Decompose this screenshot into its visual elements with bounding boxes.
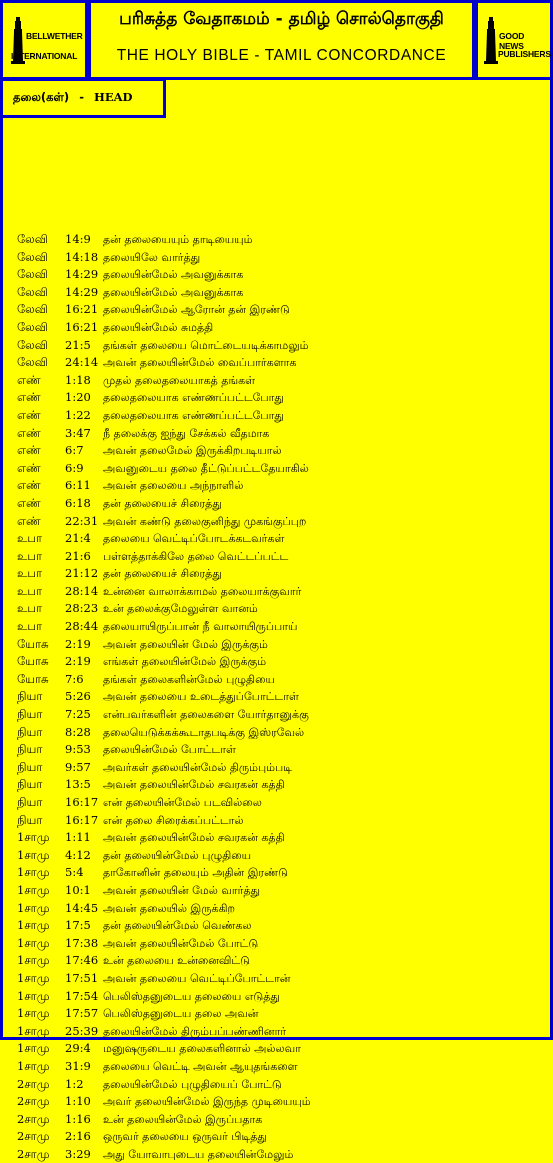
entry-book: எண் [17, 478, 41, 493]
entry-row [17, 636, 547, 654]
entry-text: தன் தலையைச் சிரைத்து [103, 567, 222, 581]
title-tamil: பரிசுத்த வேதாகமம் - தமிழ் சொல்தொகுதி [119, 9, 444, 29]
entry-reference: 29:4 [65, 1041, 91, 1056]
entry-reference: 6:7 [65, 443, 84, 458]
entry-reference: 1:18 [65, 372, 91, 387]
entry-text: தன் தலையின்மேல் புழுதியை [103, 848, 252, 862]
entry-book: 1சாமு [17, 847, 50, 862]
entry-row [17, 495, 547, 513]
entry-text: தலைதலையாக எண்ணப்பட்டபோது [103, 391, 284, 405]
entry-text: உன் தலைக்குமேலுள்ள வானம் [103, 602, 258, 616]
entry-row [17, 935, 547, 953]
entry-row [17, 741, 547, 759]
logo-text-line2: INTERNATIONAL [11, 51, 78, 61]
entry-row [17, 917, 547, 935]
entry-list [17, 231, 547, 1163]
entry-book: யோசு [17, 654, 49, 669]
entry-row [17, 688, 547, 706]
entry-reference: 14:29 [65, 267, 99, 282]
entry-book: லேவி [17, 337, 48, 352]
entry-book: உபா [17, 619, 42, 634]
entry-text: தங்கள் தலைகளின்மேல் புழுதியை [103, 672, 275, 686]
entry-text: அவன் தலையின்மேல் வைப்பார்களாக [103, 356, 297, 370]
entry-row [17, 1128, 547, 1146]
entry-text: அவனுடைய தலை தீட்டுப்பட்டதேயாகில் [103, 461, 309, 475]
entry-reference: 1:2 [65, 1076, 84, 1091]
entry-reference: 14:9 [65, 232, 91, 246]
publisher-logo-left [0, 0, 88, 80]
entry-book: நியா [17, 707, 43, 722]
entry-text: அவன் தலையை உடைத்துப்போட்டாள் [103, 690, 299, 704]
entry-reference: 1:22 [65, 407, 91, 422]
entry-book: யோசு [17, 671, 49, 686]
entry-book: 1சாமு [17, 953, 50, 968]
lamp-tower-icon [11, 17, 25, 69]
entry-text: பள்ளத்தாக்கிலே தலை வெட்டப்பட்ட [103, 549, 289, 563]
entry-text: அது யோவாபுடைய தலையின்மேலும் [103, 1147, 294, 1161]
entry-book: எண் [17, 460, 41, 475]
entry-reference: 17:57 [65, 1006, 99, 1021]
entry-reference: 2:19 [65, 654, 91, 669]
entry-book: 2சாமு [17, 1146, 50, 1161]
entry-reference: 3:47 [65, 425, 91, 440]
entry-book: 1சாமு [17, 918, 50, 933]
entry-book: உபா [17, 566, 42, 581]
entry-reference: 6:18 [65, 495, 91, 510]
entry-row [17, 284, 547, 302]
entry-text: தன் தலையைச் சிரைத்து [103, 496, 222, 510]
entry-reference: 16:21 [65, 319, 99, 334]
entry-text: தலையின்மேல் திரும்பப்பண்ணினார் [103, 1024, 287, 1038]
entry-book: 1சாமு [17, 1023, 50, 1038]
entry-reference: 1:20 [65, 390, 91, 405]
entry-text: தன் தலையின்மேல் வெண்கல [103, 919, 252, 933]
entry-reference: 6:9 [65, 460, 84, 475]
entry-reference: 21:4 [65, 531, 91, 546]
entry-row [17, 1023, 547, 1041]
entry-text: என் தலையின்மேல் படவில்லை [103, 796, 262, 809]
entry-row [17, 618, 547, 636]
entry-row [17, 1040, 547, 1058]
entry-row [17, 1111, 547, 1129]
entry-reference: 21:12 [65, 566, 99, 581]
entry-reference: 17:51 [65, 970, 99, 985]
entry-text: அவன் தலைமேல் இருக்கிறபடியால் [103, 444, 282, 458]
entry-text: அவர்கள் தலையின்மேல் திரும்பும்படி [103, 760, 292, 774]
entry-book: நியா [17, 795, 43, 809]
entry-reference: 3:29 [65, 1146, 91, 1161]
entry-book: நியா [17, 759, 43, 774]
entry-row [17, 319, 547, 337]
entry-reference: 16:21 [65, 302, 99, 317]
entry-text: தன் தலையையும் தாடியையும் [103, 233, 253, 246]
entry-book: எண் [17, 390, 41, 405]
entry-book: 1சாமு [17, 988, 50, 1003]
entry-row [17, 266, 547, 284]
entry-row [17, 829, 547, 847]
entry-book: நியா [17, 689, 43, 704]
entry-row [17, 530, 547, 548]
entry-reference: 4:12 [65, 847, 91, 862]
entry-text: உன் தலையின்மேல் இருப்பதாக [103, 1112, 263, 1126]
entry-book: 2சாமு [17, 1076, 50, 1091]
entry-reference: 5:4 [65, 865, 84, 880]
entry-row [17, 653, 547, 671]
entry-row [17, 407, 547, 425]
entry-reference: 14:45 [65, 900, 99, 915]
entry-row [17, 1093, 547, 1111]
entry-row [17, 513, 547, 531]
entry-book: 1சாமு [17, 970, 50, 985]
entry-text: தலையின்மேல் சுமத்தி [103, 320, 214, 334]
entry-row [17, 759, 547, 777]
entry-text: அவன் தலையை வெட்டிப்போட்டான் [103, 971, 291, 985]
entry-row [17, 337, 547, 355]
entry-row [17, 600, 547, 618]
entry-row [17, 671, 547, 689]
entry-reference: 1:11 [65, 830, 91, 845]
entry-row [17, 301, 547, 319]
entry-book: 1சாமு [17, 1041, 50, 1056]
entry-book: 1சாமு [17, 900, 50, 915]
entry-row [17, 864, 547, 882]
entry-text: அவன் கண்டு தலைகுனிந்து முகங்குப்புற [103, 514, 307, 528]
entry-text: தாகோனின் தலையும் அதின் இரண்டு [103, 866, 288, 880]
entry-text: உன் தலையை உன்னைவிட்டு [103, 954, 250, 968]
entry-reference: 7:6 [65, 671, 84, 686]
entry-reference: 31:9 [65, 1058, 91, 1073]
entry-row [17, 389, 547, 407]
entry-row [17, 988, 547, 1006]
entry-text: தலையெடுக்கக்கூடாதபடிக்கு இஸ்ரவேல் [103, 725, 305, 739]
entry-book: 2சாமு [17, 1129, 50, 1144]
entry-row [17, 794, 547, 812]
entry-reference: 13:5 [65, 777, 91, 792]
entry-book: லேவி [17, 302, 48, 317]
entry-row [17, 706, 547, 724]
entry-book: எண் [17, 425, 41, 440]
entry-book: நியா [17, 812, 43, 827]
entry-reference: 28:44 [65, 619, 99, 634]
entry-text: அவன் தலையில் இருக்கிற [103, 901, 235, 915]
entry-reference: 2:16 [65, 1129, 91, 1144]
entry-book: நியா [17, 777, 43, 792]
entry-reference: 25:39 [65, 1023, 99, 1038]
entry-text: தலையின்மேல் ஆரோன் தன் இரண்டு [103, 303, 290, 317]
entry-reference: 9:53 [65, 742, 91, 757]
entry-text: தலையை வெட்டிப்போடக்கடவர்கள் [103, 532, 285, 546]
entry-reference: 6:11 [65, 478, 91, 493]
entry-row [17, 548, 547, 566]
entry-book: லேவி [17, 267, 48, 282]
title-banner [88, 0, 475, 80]
entry-text: உன்னை வாலாக்காமல் தலையாக்குவார் [103, 584, 302, 598]
entry-row [17, 970, 547, 988]
bellwether-logo [11, 17, 83, 69]
entry-text: தலையின்மேல் போட்டாள் [103, 743, 236, 757]
entry-reference: 28:14 [65, 583, 99, 598]
entry-book: 2சாமு [17, 1094, 50, 1109]
entry-reference: 7:25 [65, 707, 91, 722]
entry-book: எண் [17, 513, 41, 528]
entry-book: எண் [17, 443, 41, 458]
entry-row [17, 442, 547, 460]
entry-book: 1சாமு [17, 935, 50, 950]
entry-reference: 17:54 [65, 988, 99, 1003]
concordance-panel [0, 78, 553, 1161]
entry-reference: 1:10 [65, 1094, 91, 1109]
entry-reference: 14:29 [65, 284, 99, 299]
entry-book: 1சாமு [17, 830, 50, 845]
entry-row [17, 812, 547, 830]
entry-text: மனுஷருடைய தலைகளினால் அல்லவா [103, 1042, 301, 1056]
entry-text: அவன் தலையை அந்நாளில் [103, 479, 244, 493]
entry-text: தலையின்மேல் அவனுக்காக [103, 268, 244, 282]
entry-row [17, 776, 547, 794]
entry-book: உபா [17, 548, 42, 563]
entry-book: லேவி [17, 319, 48, 334]
topic-tamil: தலை(கள்) [13, 90, 70, 104]
entry-text: தலையை வெட்டி அவன் ஆயுதங்களை [103, 1059, 298, 1073]
entry-row [17, 249, 547, 267]
entry-text: அவர் தலையின்மேல் இருந்த முடியையும் [103, 1095, 311, 1109]
entry-reference: 17:38 [65, 935, 99, 950]
entry-reference: 14:18 [65, 249, 99, 264]
entry-reference: 16:17 [65, 812, 99, 827]
publisher-logo-right [475, 0, 553, 80]
entry-row [17, 882, 547, 900]
entry-text: தலையின்மேல் புழுதியைப் போட்டு [103, 1077, 282, 1091]
entry-text: அவன் தலையின் மேல் வார்த்து [103, 883, 261, 897]
entry-row [17, 900, 547, 918]
entry-text: ஒருவர் தலையை ஒருவர் பிடித்து [103, 1130, 267, 1144]
entry-row [17, 1058, 547, 1076]
entry-book: 1சாமு [17, 865, 50, 880]
entry-book: உபா [17, 583, 42, 598]
entry-reference: 10:1 [65, 882, 91, 897]
entry-row [17, 583, 547, 601]
entry-text: அவன் தலையின்மேல் சவரகன் கத்தி [103, 831, 285, 845]
entry-text: என்பவர்களின் தலைகளை யோர்தானுக்கு [103, 708, 309, 722]
entry-book: நியா [17, 742, 43, 757]
entry-book: உபா [17, 601, 42, 616]
entry-row [17, 952, 547, 970]
topic-heading [13, 90, 133, 106]
entry-book: உபா [17, 531, 42, 546]
entry-text: முதல் தலைதலையாகத் தங்கள் [103, 373, 256, 387]
entry-book: 1சாமு [17, 1058, 50, 1073]
entry-book: 1சாமு [17, 1006, 50, 1021]
entry-text: தலையிலே வார்த்து [103, 250, 201, 264]
entry-text: தலைதலையாக எண்ணப்பட்டபோது [103, 408, 284, 422]
entry-book: எண் [17, 407, 41, 422]
entry-reference: 17:46 [65, 953, 99, 968]
entry-row [17, 425, 547, 443]
entry-row [17, 477, 547, 495]
topic-english: HEAD [93, 90, 133, 104]
entry-reference: 17:5 [65, 918, 91, 933]
entry-text: அவன் தலையின் மேல் இருக்கும் [103, 637, 268, 651]
entry-row [17, 847, 547, 865]
entry-row [17, 354, 547, 372]
entry-book: நியா [17, 724, 43, 739]
entry-reference: 1:16 [65, 1111, 91, 1126]
entry-book: எண் [17, 372, 41, 387]
lamp-tower-icon [484, 17, 498, 69]
entry-text: எங்கள் தலையின்மேல் இருக்கும் [103, 655, 267, 669]
title-english: THE HOLY BIBLE - TAMIL CONCORDANCE [116, 47, 447, 64]
entry-text: பெலிஸ்தனுடைய தலையை எடுத்து [103, 989, 280, 1003]
entry-text: நீ தலைக்கு ஐந்து சேக்கல் வீதமாக [103, 426, 270, 440]
entry-text: அவன் தலையின்மேல் சவரகன் கத்தி [103, 778, 285, 792]
topic-box [0, 78, 166, 118]
entry-reference: 24:14 [65, 355, 99, 370]
entry-book: லேவி [17, 249, 48, 264]
entry-book: லேவி [17, 355, 48, 370]
entry-reference: 22:31 [65, 513, 99, 528]
logo-text-line1: BELLWETHER [26, 31, 83, 41]
entry-reference: 9:57 [65, 759, 91, 774]
entry-row [17, 231, 547, 249]
entry-text: தலையின்மேல் அவனுக்காக [103, 285, 244, 299]
entry-text: பெலிஸ்தனுடைய தலை அவன் [103, 1007, 259, 1021]
entry-reference: 21:6 [65, 548, 91, 563]
entry-reference: 2:19 [65, 636, 91, 651]
topic-separator: - [79, 90, 84, 104]
entry-row [17, 372, 547, 390]
entry-book: யோசு [17, 636, 49, 651]
entry-book: எண் [17, 495, 41, 510]
entry-reference: 21:5 [65, 337, 91, 352]
entry-reference: 28:23 [65, 601, 99, 616]
entry-text: அவன் தலையின்மேல் போட்டு [103, 936, 259, 950]
entry-text: தங்கள் தலையை மொட்டையடிக்காமலும் [103, 338, 309, 352]
entry-book: 1சாமு [17, 882, 50, 897]
good-news-logo [484, 17, 551, 69]
entry-book: 2சாமு [17, 1111, 50, 1126]
entry-reference: 5:26 [65, 689, 91, 704]
entry-book: லேவி [17, 284, 48, 299]
entry-row [17, 1076, 547, 1094]
entry-text: என் தலை சிரைக்கப்பட்டால் [103, 813, 244, 827]
entry-reference: 16:17 [65, 795, 99, 809]
entry-row [17, 460, 547, 478]
entry-text: தலையாயிருப்பான் நீ வாலாயிருப்பாய் [103, 620, 298, 634]
entry-book: லேவி [17, 232, 48, 246]
entry-row [17, 1146, 547, 1163]
entry-row [17, 724, 547, 742]
entry-reference: 8:28 [65, 724, 91, 739]
entry-row [17, 1005, 547, 1023]
entry-row [17, 565, 547, 583]
logo-text-line1: GOOD NEWS [499, 31, 525, 51]
logo-text-line2: PUBLISHERS [498, 49, 551, 59]
